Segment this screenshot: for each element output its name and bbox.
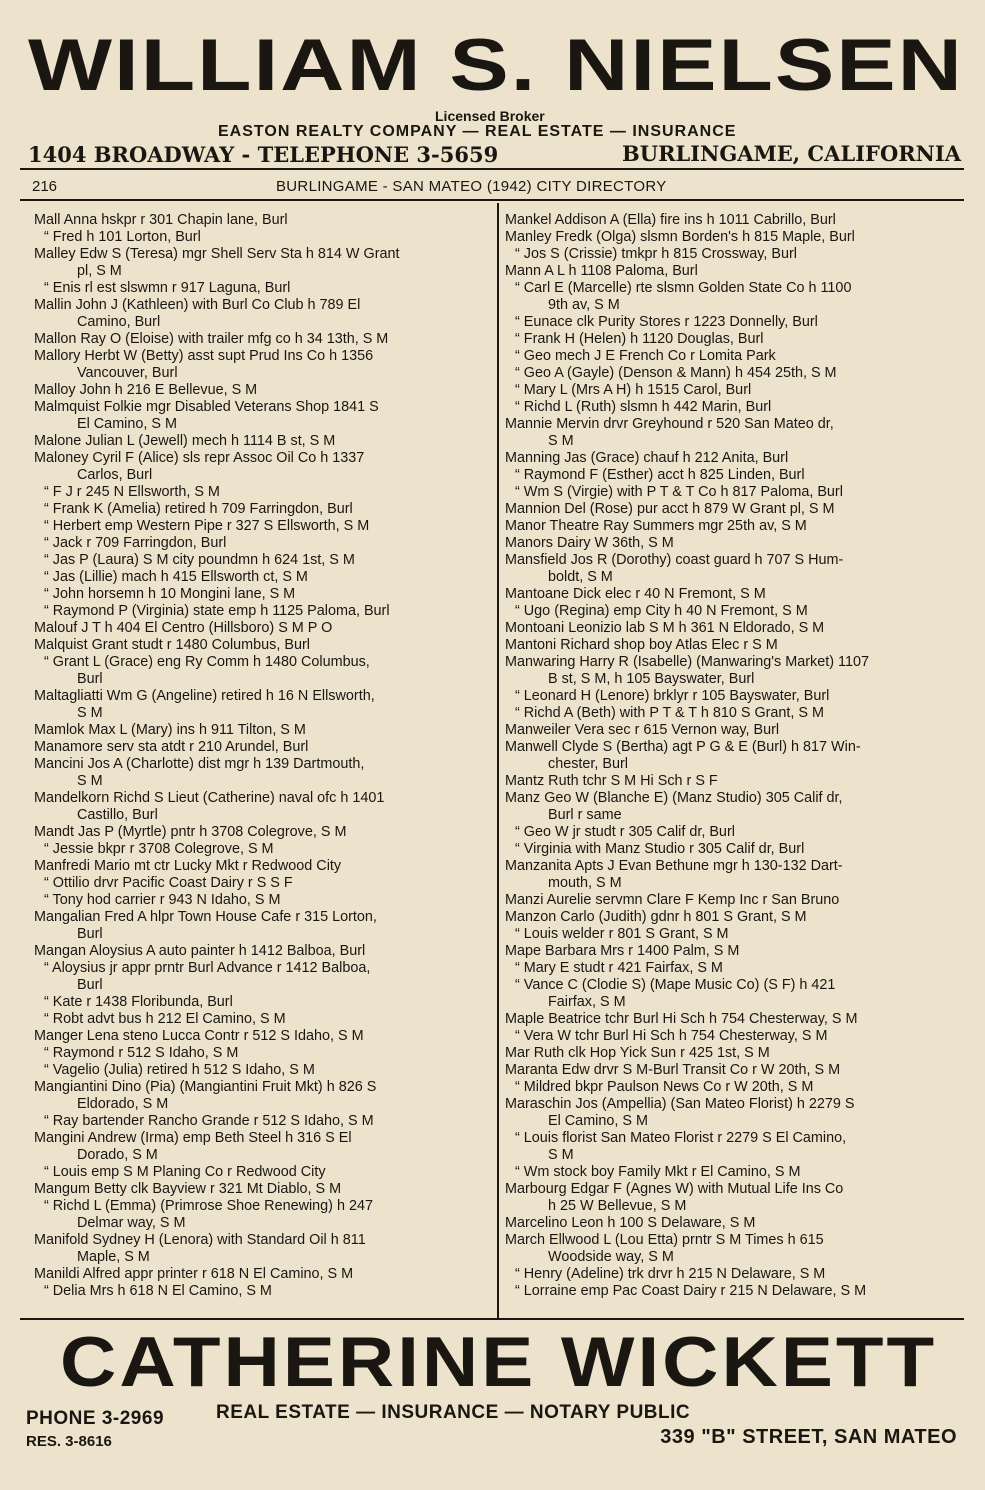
directory-entry [34, 875, 492, 892]
entry-continuation: mouth, S M [548, 875, 622, 891]
entry-text: Malley Edw S (Teresa) mgr Shell Serv Sta h 814 W Grant [34, 246, 400, 262]
entry-text: Manwaring Harry R (Isabelle) (Manwaring's Market) 1107 [505, 654, 869, 670]
entry-text: Mape Barbara Mrs r 1400 Palm, S M [505, 943, 740, 959]
entry-continuation: h 25 W Bellevue, S M [548, 1198, 687, 1214]
entry-text: “ Wm S (Virgie) with P T & T Co h 817 Paloma, Burl [515, 484, 843, 500]
entry-text: March Ellwood L (Lou Etta) prntr S M Times h 615 [505, 1232, 824, 1248]
directory-entry [34, 1011, 492, 1028]
entry-text: Manzi Aurelie servmn Clare F Kemp Inc r San Bruno [505, 892, 840, 908]
entry-text: Mallon Ray O (Eloise) with trailer mfg co h 34 13th, S M [34, 331, 389, 347]
directory-entry [34, 1028, 492, 1045]
directory-entry [34, 1045, 492, 1062]
entry-text: “ Geo W jr studt r 305 Calif dr, Burl [515, 824, 735, 840]
directory-entry [34, 722, 492, 739]
entry-text: “ Louis welder r 801 S Grant, S M [515, 926, 729, 942]
entry-text: “ F J r 245 N Ellsworth, S M [44, 484, 220, 500]
entry-text: Mangan Aloysius A auto painter h 1412 Balboa, Burl [34, 943, 366, 959]
entry-text: “ Mary L (Mrs A H) h 1515 Carol, Burl [515, 382, 752, 398]
directory-entry [505, 535, 953, 552]
directory-entry [505, 331, 953, 348]
entry-text: “ Louis florist San Mateo Florist r 2279 S El Camino, [515, 1130, 847, 1146]
advertiser-address: 1404 BROADWAY - TELEPHONE 3-5659 [28, 142, 499, 167]
entry-text: Malloy John h 216 E Bellevue, S M [34, 382, 258, 398]
entry-text: “ Mildred bkpr Paulson News Co r W 20th, S M [515, 1079, 814, 1095]
directory-entry [505, 365, 953, 382]
directory-entry [34, 229, 492, 246]
entry-continuation: S M [77, 705, 103, 721]
directory-entry [505, 790, 953, 824]
directory-entry [34, 586, 492, 603]
right-column [505, 212, 953, 1300]
entry-text: Maltagliatti Wm G (Angeline) retired h 16 N Ellsworth, [34, 688, 375, 704]
directory-entry [34, 1130, 492, 1164]
directory-entry [505, 1266, 953, 1283]
directory-entry [34, 739, 492, 756]
entry-text: Manweiler Vera sec r 615 Vernon way, Burl [505, 722, 780, 738]
advertiser-name: CATHERINE WICKETT [60, 1322, 938, 1402]
entry-text: Montoani Leonizio lab S M h 361 N Eldorado, S M [505, 620, 825, 636]
directory-entry [34, 909, 492, 943]
directory-entry [34, 297, 492, 331]
directory-entry [505, 484, 953, 501]
entry-continuation: S M [548, 1147, 574, 1163]
entry-text: Manwell Clyde S (Bertha) agt P G & E (Burl) h 817 Win- [505, 739, 861, 755]
entry-text: “ Raymond F (Esther) acct h 825 Linden, Burl [515, 467, 805, 483]
entry-continuation: S M [548, 433, 574, 449]
directory-entry [505, 1164, 953, 1181]
directory-entry [34, 433, 492, 450]
entry-text: “ Delia Mrs h 618 N El Camino, S M [44, 1283, 272, 1299]
directory-entry [505, 263, 953, 280]
entry-continuation: Vancouver, Burl [77, 365, 178, 381]
directory-entry [34, 756, 492, 790]
entry-continuation: S M [77, 773, 103, 789]
entry-text: Mangini Andrew (Irma) emp Beth Steel h 316 S El [34, 1130, 352, 1146]
directory-entry [505, 977, 953, 1011]
directory-entry [34, 654, 492, 688]
page-number: 216 [32, 178, 58, 195]
advertiser-name: WILLIAM S. NIELSEN [28, 23, 964, 106]
directory-entry [34, 637, 492, 654]
entry-text: “ Grant L (Grace) eng Ry Comm h 1480 Columbus, [44, 654, 370, 670]
entry-text: Mallin John J (Kathleen) with Burl Co Club h 789 El [34, 297, 361, 313]
directory-entry [34, 994, 492, 1011]
entry-text: Mangiantini Dino (Pia) (Mangiantini Fruit Mkt) h 826 S [34, 1079, 377, 1095]
directory-entry [34, 212, 492, 229]
entry-text: Malouf J T h 404 El Centro (Hillsboro) S M P O [34, 620, 333, 636]
entry-continuation: Burl [77, 926, 103, 942]
entry-text: “ Jas (Lillie) mach h 415 Ellsworth ct, S M [44, 569, 308, 585]
directory-entry [505, 705, 953, 722]
entry-text: Maple Beatrice tchr Burl Hi Sch h 754 Chesterway, S M [505, 1011, 858, 1027]
footer-rule [20, 1318, 964, 1320]
directory-entry [505, 1028, 953, 1045]
directory-entry [505, 1045, 953, 1062]
directory-entry [505, 467, 953, 484]
entry-text: “ Frank H (Helen) h 1120 Douglas, Burl [515, 331, 764, 347]
directory-entry [505, 824, 953, 841]
directory-entry [505, 1215, 953, 1232]
entry-text: “ Herbert emp Western Pipe r 327 S Ellsworth, S M [44, 518, 370, 534]
directory-entry [34, 399, 492, 433]
entry-text: “ Kate r 1438 Floribunda, Burl [44, 994, 233, 1010]
entry-text: “ Ottilio drvr Pacific Coast Dairy r S S F [44, 875, 293, 891]
directory-entry [505, 1062, 953, 1079]
directory-entry [34, 1198, 492, 1232]
entry-text: “ Richd L (Ruth) slsmn h 442 Marin, Burl [515, 399, 772, 415]
entry-text: Maraschin Jos (Ampellia) (San Mateo Florist) h 2279 S [505, 1096, 855, 1112]
broker-label: Licensed Broker [435, 108, 545, 124]
entry-continuation: B st, S M, h 105 Bayswater, Burl [548, 671, 755, 687]
advertiser-city: BURLINGAME, CALIFORNIA [622, 141, 961, 166]
entry-continuation: Woodside way, S M [548, 1249, 674, 1265]
directory-entry [505, 1096, 953, 1130]
directory-entry [505, 654, 953, 688]
directory-entry [505, 739, 953, 773]
entry-text: “ Raymond P (Virginia) state emp h 1125 Paloma, Burl [44, 603, 390, 619]
entry-text: “ Aloysius jr appr prntr Burl Advance r 1412 Balboa, [44, 960, 371, 976]
entry-text: “ Wm stock boy Family Mkt r El Camino, S M [515, 1164, 801, 1180]
entry-text: “ Enis rl est slswmn r 917 Laguna, Burl [44, 280, 291, 296]
entry-text: Maloney Cyril F (Alice) sls repr Assoc Oil Co h 1337 [34, 450, 365, 466]
entry-text: “ Jos S (Crissie) tmkpr h 815 Crossway, Burl [515, 246, 798, 262]
advertiser-phone: PHONE 3-2969 [26, 1408, 165, 1429]
directory-entry [34, 841, 492, 858]
entry-text: “ Mary E studt r 421 Fairfax, S M [515, 960, 723, 976]
entry-text: Mangalian Fred A hlpr Town House Cafe r 315 Lorton, [34, 909, 377, 925]
entry-text: “ Geo mech J E French Co r Lomita Park [515, 348, 776, 364]
directory-entry [505, 1130, 953, 1164]
directory-entry [34, 603, 492, 620]
entry-text: Mandelkorn Richd S Lieut (Catherine) naval ofc h 1401 [34, 790, 385, 806]
entry-text: “ Vagelio (Julia) retired h 512 S Idaho, S M [44, 1062, 315, 1078]
directory-entry [34, 382, 492, 399]
directory-entry [34, 1283, 492, 1300]
entry-text: “ Raymond r 512 S Idaho, S M [44, 1045, 239, 1061]
entry-text: Manor Theatre Ray Summers mgr 25th av, S M [505, 518, 807, 534]
entry-continuation: 9th av, S M [548, 297, 620, 313]
directory-entry [505, 280, 953, 314]
entry-text: “ Leonard H (Lenore) brklyr r 105 Bayswater, Burl [515, 688, 830, 704]
directory-entry [505, 620, 953, 637]
directory-entry [505, 314, 953, 331]
entry-continuation: Burl [77, 671, 103, 687]
running-head: BURLINGAME - SAN MATEO (1942) CITY DIRECTORY [276, 178, 667, 195]
directory-entry [34, 518, 492, 535]
entry-text: “ Jessie bkpr r 3708 Colegrove, S M [44, 841, 274, 857]
directory-entry [505, 586, 953, 603]
directory-entry [505, 450, 953, 467]
entry-text: Malmquist Folkie mgr Disabled Veterans Shop 1841 S [34, 399, 379, 415]
directory-entry [505, 1283, 953, 1300]
directory-entry [34, 1164, 492, 1181]
entry-text: Manz Geo W (Blanche E) (Manz Studio) 305 Calif dr, [505, 790, 843, 806]
directory-entry [34, 331, 492, 348]
entry-text: Mancini Jos A (Charlotte) dist mgr h 139 Dartmouth, [34, 756, 365, 772]
directory-entry [505, 637, 953, 654]
entry-text: “ Fred h 101 Lorton, Burl [44, 229, 201, 245]
directory-entry [505, 926, 953, 943]
entry-text: Mallory Herbt W (Betty) asst supt Prud Ins Co h 1356 [34, 348, 374, 364]
entry-text: “ Frank K (Amelia) retired h 709 Farringdon, Burl [44, 501, 353, 517]
advertiser-residence-phone: RES. 3-8616 [26, 1433, 112, 1450]
directory-entry [505, 229, 953, 246]
entry-text: Mantoni Richard shop boy Atlas Elec r S M [505, 637, 778, 653]
directory-entry [34, 943, 492, 960]
directory-entry [505, 960, 953, 977]
entry-text: “ Tony hod carrier r 943 N Idaho, S M [44, 892, 281, 908]
left-column [34, 212, 492, 1300]
directory-entry [34, 858, 492, 875]
directory-entry [34, 1062, 492, 1079]
entry-text: Malone Julian L (Jewell) mech h 1114 B st, S M [34, 433, 336, 449]
directory-entry [505, 518, 953, 535]
directory-entry [34, 960, 492, 994]
directory-entry [505, 416, 953, 450]
entry-text: Manifold Sydney H (Lenora) with Standard Oil h 811 [34, 1232, 366, 1248]
entry-continuation: boldt, S M [548, 569, 613, 585]
entry-text: Mar Ruth clk Hop Yick Sun r 425 1st, S M [505, 1045, 770, 1061]
entry-text: Manger Lena steno Lucca Contr r 512 S Idaho, S M [34, 1028, 364, 1044]
directory-entry [34, 552, 492, 569]
directory-entry [505, 858, 953, 892]
entry-continuation: Dorado, S M [77, 1147, 158, 1163]
entry-text: Mangum Betty clk Bayview r 321 Mt Diablo, S M [34, 1181, 342, 1197]
entry-text: “ Virginia with Manz Studio r 305 Calif dr, Burl [515, 841, 805, 857]
entry-continuation: chester, Burl [548, 756, 628, 772]
entry-continuation: Camino, Burl [77, 314, 161, 330]
entry-text: “ Ray bartender Rancho Grande r 512 S Idaho, S M [44, 1113, 374, 1129]
directory-entry [34, 280, 492, 297]
entry-text: Mall Anna hskpr r 301 Chapin lane, Burl [34, 212, 288, 228]
entry-text: Manors Dairy W 36th, S M [505, 535, 674, 551]
directory-entry [505, 943, 953, 960]
directory-entry [34, 450, 492, 484]
directory-entry [34, 348, 492, 382]
advertiser-services: REAL ESTATE — INSURANCE — NOTARY PUBLIC [216, 1402, 691, 1423]
directory-entry [34, 1232, 492, 1266]
directory-entry [505, 382, 953, 399]
entry-text: Mantz Ruth tchr S M Hi Sch r S F [505, 773, 718, 789]
entry-text: Mannion Del (Rose) pur acct h 879 W Grant pl, S M [505, 501, 835, 517]
entry-text: Mankel Addison A (Ella) fire ins h 1011 Cabrillo, Burl [505, 212, 836, 228]
entry-text: Manning Jas (Grace) chauf h 212 Anita, Burl [505, 450, 789, 466]
entry-text: Manley Fredk (Olga) slsmn Borden's h 815 Maple, Burl [505, 229, 855, 245]
entry-text: “ Carl E (Marcelle) rte slsmn Golden State Co h 1100 [515, 280, 852, 296]
directory-entry [505, 1181, 953, 1215]
entry-text: Malquist Grant studt r 1480 Columbus, Burl [34, 637, 310, 653]
directory-entry [505, 1079, 953, 1096]
directory-entry [34, 892, 492, 909]
advertiser-address: 339 "B" STREET, SAN MATEO [660, 1426, 957, 1448]
entry-text: “ Richd A (Beth) with P T & T h 810 S Grant, S M [515, 705, 825, 721]
directory-entry [505, 212, 953, 229]
entry-continuation: Burl [77, 977, 103, 993]
directory-entry [34, 1181, 492, 1198]
entry-text: “ Vance C (Clodie S) (Mape Music Co) (S F) h 421 [515, 977, 836, 993]
entry-continuation: El Camino, S M [548, 1113, 648, 1129]
directory-entry [34, 569, 492, 586]
entry-text: Marcelino Leon h 100 S Delaware, S M [505, 1215, 756, 1231]
entry-continuation: Maple, S M [77, 1249, 150, 1265]
entry-continuation: El Camino, S M [77, 416, 177, 432]
directory-entry [505, 246, 953, 263]
directory-entry [34, 535, 492, 552]
entry-text: “ Geo A (Gayle) (Denson & Mann) h 454 25th, S M [515, 365, 837, 381]
entry-text: “ Jas P (Laura) S M city poundmn h 624 1st, S M [44, 552, 355, 568]
directory-entry [505, 773, 953, 790]
directory-entry [34, 824, 492, 841]
entry-continuation: Fairfax, S M [548, 994, 626, 1010]
entry-text: Manildi Alfred appr printer r 618 N El Camino, S M [34, 1266, 354, 1282]
entry-text: “ Jack r 709 Farringdon, Burl [44, 535, 227, 551]
entry-text: Mantoane Dick elec r 40 N Fremont, S M [505, 586, 766, 602]
entry-text: “ Vera W tchr Burl Hi Sch h 754 Chesterway, S M [515, 1028, 828, 1044]
entry-text: “ Robt advt bus h 212 El Camino, S M [44, 1011, 286, 1027]
entry-text: “ John horsemn h 10 Mongini lane, S M [44, 586, 296, 602]
running-head-rule [20, 199, 964, 201]
entry-text: “ Louis emp S M Planing Co r Redwood City [44, 1164, 326, 1180]
entry-text: “ Eunace clk Purity Stores r 1223 Donnelly, Burl [515, 314, 818, 330]
entry-continuation: pl, S M [77, 263, 122, 279]
entry-text: Mansfield Jos R (Dorothy) coast guard h 707 S Hum- [505, 552, 844, 568]
directory-entry [505, 1232, 953, 1266]
directory-entry [505, 603, 953, 620]
header-rule [20, 168, 964, 170]
directory-entry [34, 620, 492, 637]
entry-text: Manfredi Mario mt ctr Lucky Mkt r Redwood City [34, 858, 342, 874]
directory-entry [505, 722, 953, 739]
directory-entry [34, 1113, 492, 1130]
entry-text: “ Henry (Adeline) trk drvr h 215 N Delaware, S M [515, 1266, 826, 1282]
entry-continuation: Castillo, Burl [77, 807, 158, 823]
entry-text: Mandt Jas P (Myrtle) pntr h 3708 Colegrove, S M [34, 824, 347, 840]
company-line: EASTON REALTY COMPANY — REAL ESTATE — INSURANCE [218, 123, 737, 140]
directory-entry [505, 909, 953, 926]
directory-entry [505, 501, 953, 518]
entry-text: “ Richd L (Emma) (Primrose Shoe Renewing) h 247 [44, 1198, 373, 1214]
directory-entry [34, 246, 492, 280]
entry-text: Mannie Mervin drvr Greyhound r 520 San Mateo dr, [505, 416, 834, 432]
directory-entry [505, 892, 953, 909]
directory-entry [34, 1079, 492, 1113]
entry-continuation: Delmar way, S M [77, 1215, 186, 1231]
directory-entry [505, 841, 953, 858]
directory-entry [34, 688, 492, 722]
entry-text: “ Lorraine emp Pac Coast Dairy r 215 N Delaware, S M [515, 1283, 867, 1299]
directory-entry [505, 348, 953, 365]
entry-text: Maranta Edw drvr S M-Burl Transit Co r W 20th, S M [505, 1062, 841, 1078]
directory-entry [505, 399, 953, 416]
entry-text: Manzanita Apts J Evan Bethune mgr h 130-132 Dart- [505, 858, 843, 874]
entry-text: Manzon Carlo (Judith) gdnr h 801 S Grant, S M [505, 909, 807, 925]
entry-text: “ Ugo (Regina) emp City h 40 N Fremont, S M [515, 603, 808, 619]
entry-text: Mann A L h 1108 Paloma, Burl [505, 263, 698, 279]
directory-entry [34, 501, 492, 518]
entry-continuation: Eldorado, S M [77, 1096, 169, 1112]
directory-entry [505, 1011, 953, 1028]
entry-continuation: Burl r same [548, 807, 622, 823]
directory-entry [34, 484, 492, 501]
column-divider [497, 203, 499, 1318]
entry-text: Mamlok Max L (Mary) ins h 911 Tilton, S M [34, 722, 306, 738]
entry-text: Marbourg Edgar F (Agnes W) with Mutual Life Ins Co [505, 1181, 844, 1197]
entry-continuation: Carlos, Burl [77, 467, 153, 483]
directory-entry [505, 688, 953, 705]
directory-entry [34, 790, 492, 824]
directory-entry [505, 552, 953, 586]
entry-text: Manamore serv sta atdt r 210 Arundel, Burl [34, 739, 309, 755]
directory-entry [34, 1266, 492, 1283]
